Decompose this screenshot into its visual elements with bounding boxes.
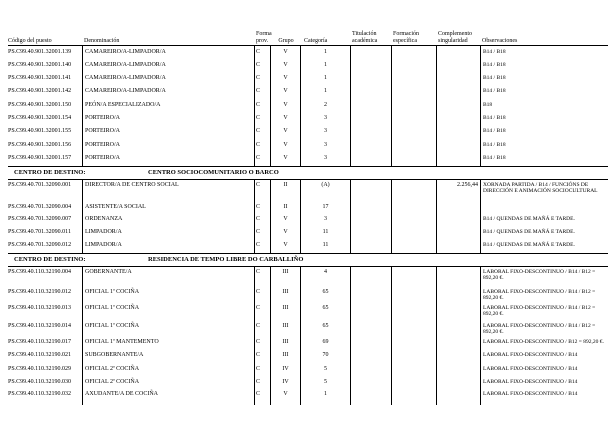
- cell-complemento: [436, 287, 480, 303]
- cell-observaciones: B18: [480, 99, 608, 112]
- cell-titulacion: [350, 112, 391, 125]
- col-header-grupo-label: Grupo: [278, 37, 294, 44]
- cell-categoria: 4: [300, 267, 350, 287]
- cell-forma: C: [254, 86, 270, 99]
- cell-observaciones: B14 / B18: [480, 86, 608, 99]
- col-header-formacion: [391, 31, 436, 44]
- cell-titulacion: [350, 86, 391, 99]
- cell-formacion: [391, 337, 436, 350]
- cell-denominacion: SUBGOBERNANTE/A: [82, 350, 254, 364]
- cell-formacion: [391, 86, 436, 99]
- cell-complemento: [436, 267, 480, 287]
- cell-denominacion: AXUDANTE/A DE COCIÑA: [82, 389, 254, 405]
- cell-complemento: [436, 86, 480, 99]
- cell-complemento: [436, 227, 480, 240]
- cell-denominacion: LIMPADOR/A: [82, 240, 254, 253]
- table-row: [8, 389, 608, 405]
- cell-denominacion: OFICIAL 1ª COCIÑA: [82, 321, 254, 337]
- cell-denominacion: PORTEIRO/A: [82, 126, 254, 139]
- cell-formacion: [391, 152, 436, 165]
- cell-categoria: 1: [300, 59, 350, 72]
- cell-titulacion: [350, 227, 391, 240]
- cell-grupo: V: [270, 214, 300, 227]
- cell-codigo: PS.C99.40.701.32090.007: [8, 216, 72, 223]
- positions-table: [8, 27, 608, 405]
- section-header: [8, 254, 608, 267]
- cell-observaciones: [480, 202, 608, 214]
- cell-complemento: [436, 59, 480, 72]
- cell-codigo: PS.C99.40.110.32190.013: [8, 305, 71, 312]
- cell-complemento: [436, 377, 480, 389]
- cell-complemento: 2.256,44: [436, 180, 480, 202]
- cell-formacion: [391, 389, 436, 405]
- cell-categoria: 3: [300, 112, 350, 125]
- cell-titulacion: [350, 59, 391, 72]
- cell-forma: C: [254, 321, 270, 337]
- cell-forma: C: [254, 303, 270, 321]
- cell-titulacion: [350, 73, 391, 86]
- cell-formacion: [391, 112, 436, 125]
- section-rows: [8, 180, 608, 254]
- table-row: [8, 287, 608, 303]
- cell-codigo: PS.C99.40.901.32001.142: [8, 88, 72, 95]
- cell-grupo: V: [270, 240, 300, 253]
- centro-de-destino-label: CENTRO DE DESTINO:: [14, 168, 86, 176]
- cell-codigo: PS.C99.40.901.32001.141: [8, 75, 72, 82]
- cell-denominacion: OFICIAL 2ª COCIÑA: [82, 364, 254, 377]
- cell-codigo: PS.C99.40.110.32190.014: [8, 323, 71, 330]
- cell-formacion: [391, 377, 436, 389]
- cell-formacion: [391, 267, 436, 287]
- cell-observaciones: B14 / B18: [480, 59, 608, 72]
- col-header-denominacion-label: Denominación: [84, 37, 120, 44]
- cell-observaciones: B14 / B18: [480, 73, 608, 86]
- cell-categoria: 1: [300, 86, 350, 99]
- cell-formacion: [391, 59, 436, 72]
- cell-titulacion: [350, 202, 391, 214]
- table-row: [8, 99, 608, 112]
- cell-categoria: 5: [300, 364, 350, 377]
- cell-complemento: [436, 152, 480, 165]
- col-header-titulacion-line1: Titulación: [352, 31, 377, 37]
- cell-formacion: [391, 364, 436, 377]
- cell-forma: C: [254, 139, 270, 152]
- cell-categoria: 5: [300, 377, 350, 389]
- table-row: [8, 321, 608, 337]
- cell-grupo: V: [270, 73, 300, 86]
- cell-grupo: II: [270, 180, 300, 202]
- cell-denominacion: PORTEIRO/A: [82, 112, 254, 125]
- col-header-complemento: [436, 31, 480, 44]
- cell-categoria: 2: [300, 99, 350, 112]
- cell-denominacion: PORTEIRO/A: [82, 139, 254, 152]
- col-header-codigo-label: Código del puesto: [8, 37, 52, 44]
- cell-codigo: PS.C99.40.110.32190.004: [8, 269, 71, 276]
- col-header-denominacion: [82, 38, 254, 45]
- cell-complemento: [436, 139, 480, 152]
- cell-complemento: [436, 240, 480, 253]
- cell-formacion: [391, 287, 436, 303]
- cell-categoria: 3: [300, 214, 350, 227]
- cell-codigo: PS.C99.40.701.32090.001: [8, 182, 72, 189]
- cell-denominacion: ASISTENTE/A SOCIAL: [82, 202, 254, 214]
- cell-formacion: [391, 46, 436, 59]
- cell-formacion: [391, 202, 436, 214]
- cell-forma: C: [254, 389, 270, 405]
- cell-forma: C: [254, 99, 270, 112]
- cell-titulacion: [350, 377, 391, 389]
- cell-titulacion: [350, 99, 391, 112]
- cell-observaciones: B14 / B18: [480, 46, 608, 59]
- cell-observaciones: LABORAL FIXO-DESCONTINUO / B14 / B12 = 892,20 €.: [480, 321, 608, 337]
- cell-grupo: V: [270, 86, 300, 99]
- cell-forma: C: [254, 240, 270, 253]
- cell-codigo: PS.C99.40.901.32001.155: [8, 128, 72, 135]
- cell-forma: C: [254, 59, 270, 72]
- cell-observaciones: B14 / B18: [480, 126, 608, 139]
- cell-codigo: PS.C99.40.110.32190.030: [8, 379, 71, 386]
- col-header-titulacion-line2: académica: [352, 37, 378, 44]
- cell-observaciones: LABORAL FIXO-DESCONTINUO / B12 = 892,20 €.: [480, 337, 608, 350]
- cell-categoria: 65: [300, 321, 350, 337]
- cell-denominacion: OFICIAL 2ª COCIÑA: [82, 377, 254, 389]
- cell-complemento: [436, 46, 480, 59]
- cell-codigo: PS.C99.40.901.32001.150: [8, 101, 72, 108]
- cell-titulacion: [350, 287, 391, 303]
- cell-codigo: PS.C99.40.110.32190.032: [8, 391, 71, 398]
- cell-grupo: II: [270, 202, 300, 214]
- col-header-observaciones-label: Observaciones: [482, 37, 518, 44]
- cell-denominacion: CAMAREIRO/A-LIMPADOR/A: [82, 86, 254, 99]
- centro-name: RESIDENCIA DE TEMPO LIBRE DO CARBALLIÑO: [148, 255, 304, 263]
- cell-grupo: IV: [270, 364, 300, 377]
- cell-grupo: V: [270, 46, 300, 59]
- cell-titulacion: [350, 240, 391, 253]
- table-row: [8, 364, 608, 377]
- table-row: [8, 267, 608, 287]
- cell-grupo: V: [270, 389, 300, 405]
- table-row: [8, 152, 608, 165]
- cell-codigo: PS.C99.40.110.32190.029: [8, 366, 71, 373]
- cell-grupo: III: [270, 321, 300, 337]
- cell-denominacion: GOBERNANTE/A: [82, 267, 254, 287]
- table-row: [8, 202, 608, 214]
- cell-titulacion: [350, 46, 391, 59]
- cell-complemento: [436, 303, 480, 321]
- cell-titulacion: [350, 214, 391, 227]
- cell-codigo: PS.C99.40.110.32190.017: [8, 339, 71, 346]
- cell-denominacion: ORDENANZA: [82, 214, 254, 227]
- cell-observaciones: B14 / B18: [480, 139, 608, 152]
- cell-grupo: V: [270, 139, 300, 152]
- cell-observaciones: LABORAL FIXO-DESCONTINUO / B14: [480, 377, 608, 389]
- cell-categoria: 69: [300, 337, 350, 350]
- table-row: [8, 46, 608, 59]
- table-row: [8, 227, 608, 240]
- table-row: [8, 112, 608, 125]
- cell-grupo: III: [270, 350, 300, 364]
- table-row: [8, 214, 608, 227]
- cell-grupo: III: [270, 303, 300, 321]
- cell-titulacion: [350, 364, 391, 377]
- cell-denominacion: PEÓN/A ESPECIALIZADO/A: [82, 99, 254, 112]
- cell-titulacion: [350, 303, 391, 321]
- cell-titulacion: [350, 389, 391, 405]
- cell-formacion: [391, 350, 436, 364]
- cell-formacion: [391, 180, 436, 202]
- cell-forma: C: [254, 73, 270, 86]
- col-header-forma-line2: prov.: [256, 37, 269, 44]
- cell-titulacion: [350, 321, 391, 337]
- cell-formacion: [391, 126, 436, 139]
- cell-titulacion: [350, 139, 391, 152]
- col-header-formacion-line2: específica: [393, 37, 417, 44]
- cell-grupo: V: [270, 59, 300, 72]
- cell-observaciones: LABORAL FIXO-DESCONTINUO / B14: [480, 389, 608, 405]
- table-row: [8, 126, 608, 139]
- table-header-row: [8, 27, 608, 46]
- cell-observaciones: LABORAL FIXO-DESCONTINUO / B14: [480, 364, 608, 377]
- cell-categoria: 1: [300, 73, 350, 86]
- cell-observaciones: LABORAL FIXO-DESCONTINUO / B14 / B12 = 892,20 €.: [480, 287, 608, 303]
- centro-name: CENTRO SOCIOCOMUNITARIO O BARCO: [148, 168, 279, 176]
- cell-complemento: [436, 99, 480, 112]
- cell-categoria: 1: [300, 46, 350, 59]
- cell-forma: C: [254, 214, 270, 227]
- col-header-categoria: [300, 38, 350, 45]
- cell-forma: C: [254, 202, 270, 214]
- cell-codigo: PS.C99.40.901.32001.139: [8, 48, 72, 55]
- cell-grupo: V: [270, 126, 300, 139]
- table-row: [8, 73, 608, 86]
- cell-grupo: III: [270, 267, 300, 287]
- cell-titulacion: [350, 337, 391, 350]
- cell-forma: C: [254, 287, 270, 303]
- table-row: [8, 337, 608, 350]
- cell-observaciones: B14 / B18: [480, 112, 608, 125]
- cell-formacion: [391, 99, 436, 112]
- cell-formacion: [391, 139, 436, 152]
- cell-categoria: 65: [300, 287, 350, 303]
- cell-observaciones: B14 / B18: [480, 152, 608, 165]
- cell-grupo: III: [270, 287, 300, 303]
- cell-codigo: PS.C99.40.901.32001.140: [8, 61, 72, 68]
- cell-codigo: PS.C99.40.901.32001.156: [8, 141, 72, 148]
- cell-observaciones: XORNADA PARTIDA / B14 / FUNCIÓNS DE DIRECCIÓN E ANIMACIÓN SOCIOCULTURAL: [480, 180, 608, 202]
- section-header: [8, 167, 608, 180]
- cell-observaciones: B14 / QUENDAS DE MAÑÁ E TARDE.: [480, 227, 608, 240]
- col-header-observaciones: [480, 38, 608, 45]
- cell-complemento: [436, 202, 480, 214]
- cell-categoria: 65: [300, 303, 350, 321]
- cell-codigo: PS.C99.40.110.32190.012: [8, 289, 71, 296]
- col-header-categoria-label: Categoría: [304, 37, 328, 44]
- cell-codigo: PS.C99.40.701.32090.004: [8, 204, 72, 211]
- table-row: [8, 377, 608, 389]
- cell-complemento: [436, 73, 480, 86]
- cell-formacion: [391, 73, 436, 86]
- cell-grupo: V: [270, 227, 300, 240]
- section-rows: [8, 46, 608, 167]
- table-row: [8, 303, 608, 321]
- cell-complemento: [436, 112, 480, 125]
- col-header-grupo: [270, 38, 300, 45]
- cell-observaciones: LABORAL FIXO-DESCONTINUO / B14: [480, 350, 608, 364]
- cell-formacion: [391, 214, 436, 227]
- cell-formacion: [391, 321, 436, 337]
- cell-complemento: [436, 364, 480, 377]
- col-header-complemento-line1: Complemento: [438, 31, 472, 37]
- cell-grupo: V: [270, 99, 300, 112]
- cell-formacion: [391, 303, 436, 321]
- cell-denominacion: CAMAREIRO/A-LIMPADOR/A: [82, 46, 254, 59]
- cell-forma: C: [254, 267, 270, 287]
- cell-grupo: IV: [270, 377, 300, 389]
- table-row: [8, 180, 608, 202]
- cell-complemento: [436, 126, 480, 139]
- cell-observaciones: B14 / QUENDAS DE MAÑÁ E TARDE.: [480, 240, 608, 253]
- cell-denominacion: OFICIAL 1ª MANTEMENTO: [82, 337, 254, 350]
- cell-titulacion: [350, 267, 391, 287]
- cell-categoria: 70: [300, 350, 350, 364]
- cell-formacion: [391, 240, 436, 253]
- cell-observaciones: B14 / QUENDAS DE MAÑÁ E TARDE.: [480, 214, 608, 227]
- cell-categoria: 3: [300, 139, 350, 152]
- table-row: [8, 139, 608, 152]
- cell-denominacion: LIMPADOR/A: [82, 227, 254, 240]
- col-header-forma-line1: Forma: [256, 31, 272, 37]
- cell-denominacion: PORTEIRO/A: [82, 152, 254, 165]
- cell-categoria: 11: [300, 227, 350, 240]
- cell-observaciones: LABORAL FIXO-DESCONTINUO / B14 / B12 = 892,20 €.: [480, 267, 608, 287]
- cell-denominacion: DIRECTOR/A DE CENTRO SOCIAL: [82, 180, 254, 202]
- cell-categoria: 1: [300, 389, 350, 405]
- cell-forma: C: [254, 112, 270, 125]
- cell-categoria: 3: [300, 152, 350, 165]
- cell-titulacion: [350, 180, 391, 202]
- col-header-titulacion: [350, 31, 391, 44]
- cell-categoria: 11: [300, 240, 350, 253]
- cell-forma: C: [254, 337, 270, 350]
- cell-denominacion: OFICIAL 1ª COCIÑA: [82, 303, 254, 321]
- table-row: [8, 240, 608, 253]
- cell-categoria: (A): [300, 180, 350, 202]
- cell-forma: C: [254, 364, 270, 377]
- cell-forma: C: [254, 377, 270, 389]
- centro-de-destino-label: CENTRO DE DESTINO:: [14, 255, 86, 263]
- section-rows: [8, 267, 608, 405]
- cell-categoria: 3: [300, 126, 350, 139]
- table-row: [8, 350, 608, 364]
- cell-categoria: 17: [300, 202, 350, 214]
- cell-observaciones: LABORAL FIXO-DESCONTINUO / B14 / B12 = 892,20 €.: [480, 303, 608, 321]
- cell-titulacion: [350, 152, 391, 165]
- cell-codigo: PS.C99.40.901.32001.157: [8, 154, 72, 161]
- cell-grupo: V: [270, 112, 300, 125]
- cell-grupo: V: [270, 152, 300, 165]
- cell-forma: C: [254, 126, 270, 139]
- table-row: [8, 86, 608, 99]
- cell-forma: C: [254, 227, 270, 240]
- cell-denominacion: OFICIAL 1ª COCIÑA: [82, 287, 254, 303]
- col-header-forma-prov: [254, 31, 270, 44]
- sections: [8, 46, 608, 405]
- col-header-complemento-line2: singularidad: [438, 37, 468, 44]
- cell-complemento: [436, 350, 480, 364]
- table-row: [8, 59, 608, 72]
- cell-complemento: [436, 321, 480, 337]
- cell-codigo: PS.C99.40.901.32001.154: [8, 114, 72, 121]
- cell-complemento: [436, 337, 480, 350]
- cell-titulacion: [350, 126, 391, 139]
- cell-forma: C: [254, 46, 270, 59]
- cell-grupo: III: [270, 337, 300, 350]
- cell-forma: C: [254, 180, 270, 202]
- cell-complemento: [436, 389, 480, 405]
- cell-formacion: [391, 227, 436, 240]
- cell-forma: C: [254, 350, 270, 364]
- cell-codigo: PS.C99.40.701.32090.012: [8, 242, 72, 249]
- cell-codigo: PS.C99.40.110.32190.021: [8, 352, 71, 359]
- cell-denominacion: CAMAREIRO/A-LIMPADOR/A: [82, 59, 254, 72]
- cell-codigo: PS.C99.40.701.32090.011: [8, 229, 71, 236]
- cell-complemento: [436, 214, 480, 227]
- col-header-codigo: [8, 38, 82, 45]
- cell-denominacion: CAMAREIRO/A-LIMPADOR/A: [82, 73, 254, 86]
- col-header-formacion-line1: Formación: [393, 31, 419, 37]
- cell-forma: C: [254, 152, 270, 165]
- cell-titulacion: [350, 350, 391, 364]
